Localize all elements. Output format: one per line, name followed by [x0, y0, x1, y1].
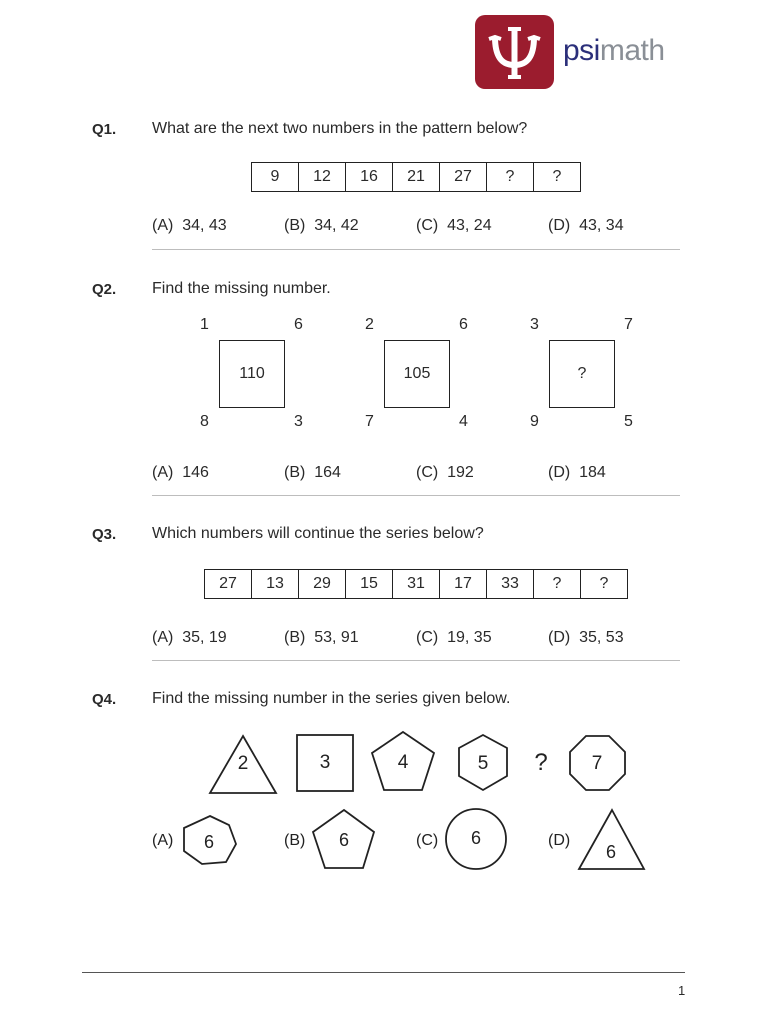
- q1-option-c[interactable]: [416, 217, 492, 235]
- q3-option-c[interactable]: [416, 629, 492, 647]
- sequence-cell: ?: [534, 570, 581, 598]
- q2-option-d[interactable]: [548, 464, 606, 482]
- q4-series-hexagon: [459, 735, 507, 790]
- q2-fig2-bottom-left: 7: [365, 413, 374, 430]
- q3-divider: [152, 660, 680, 661]
- q2-fig1-top-right: 6: [294, 316, 303, 333]
- sequence-cell: 9: [252, 163, 299, 191]
- option-value: 192: [447, 464, 474, 481]
- q2-number: Q2.: [92, 281, 117, 298]
- footer-divider: [82, 972, 685, 973]
- q2-fig1-bottom-right: 3: [294, 413, 303, 430]
- q2-fig2-top-right: 6: [459, 316, 468, 333]
- q2-fig1-box: 110: [219, 340, 285, 408]
- q4-series-square: [297, 735, 353, 791]
- sequence-cell: 21: [393, 163, 440, 191]
- q2-fig1-top-left: 1: [200, 316, 209, 333]
- brand-math: math: [599, 34, 665, 67]
- q3-text: Which numbers will continue the series below?: [152, 525, 484, 542]
- q4-series-pentagon: [372, 732, 434, 790]
- sequence-cell: 33: [487, 570, 534, 598]
- q4-series-missing: ?: [534, 749, 548, 776]
- option-label: (B): [284, 464, 306, 481]
- q1-option-a[interactable]: [152, 217, 227, 235]
- q3-option-a[interactable]: [152, 629, 227, 647]
- sequence-cell: 29: [299, 570, 346, 598]
- option-value: 34, 43: [182, 217, 227, 234]
- q4-text: Find the missing number in the series given below.: [152, 690, 511, 707]
- option-value: 6: [470, 828, 482, 848]
- sequence-cell: 15: [346, 570, 393, 598]
- sequence-cell: 31: [393, 570, 440, 598]
- q1-number: Q1.: [92, 121, 117, 138]
- q4-option-d[interactable]: [548, 810, 644, 869]
- q2-fig3-bottom-right: 5: [624, 413, 633, 430]
- q1-option-b[interactable]: [284, 217, 359, 235]
- option-label: (A): [152, 629, 174, 646]
- q4-series-value: 7: [591, 753, 603, 774]
- q2-option-c[interactable]: [416, 464, 474, 482]
- q2-fig3-bottom-left: 9: [530, 413, 539, 430]
- brand-psi: psi: [563, 34, 600, 67]
- option-value: 43, 34: [579, 217, 624, 234]
- q4-option-a[interactable]: [152, 816, 236, 864]
- option-value: 34, 42: [314, 217, 359, 234]
- q2-fig1-bottom-left: 8: [200, 413, 209, 430]
- option-label: (D): [548, 832, 571, 849]
- q3-sequence: [204, 569, 628, 599]
- q2-option-a[interactable]: [152, 464, 209, 482]
- q4-series-value: 5: [477, 753, 489, 774]
- psi-glyph-icon: [475, 15, 554, 89]
- q1-divider: [152, 249, 680, 250]
- q2-text: Find the missing number.: [152, 280, 331, 297]
- option-label: (D): [548, 464, 571, 481]
- option-value: 184: [579, 464, 606, 481]
- q4-number: Q4.: [92, 691, 117, 708]
- sequence-cell: 12: [299, 163, 346, 191]
- q4-shapes-figure: [0, 720, 768, 880]
- q4-option-c[interactable]: [416, 809, 506, 869]
- q4-series-triangle: [210, 736, 276, 793]
- sequence-cell: ?: [599, 575, 609, 592]
- brand-name: [563, 34, 665, 68]
- q4-series-value: 3: [319, 752, 331, 773]
- q2-fig2-box: 105: [384, 340, 450, 408]
- option-value: 6: [338, 830, 350, 850]
- q1-text: What are the next two numbers in the pattern below?: [152, 120, 528, 137]
- option-label: (C): [416, 217, 439, 234]
- q1-sequence: [251, 162, 581, 192]
- q4-series-value: 2: [237, 753, 249, 774]
- q4-series-value: 4: [397, 752, 409, 773]
- option-label: (D): [548, 217, 571, 234]
- q2-divider: [152, 495, 680, 496]
- q4-series-octagon: [570, 736, 625, 790]
- q2-option-b[interactable]: [284, 464, 341, 482]
- option-label: (A): [152, 464, 174, 481]
- option-label: (A): [152, 832, 174, 849]
- option-label: (B): [284, 629, 306, 646]
- q2-fig2-top-left: 2: [365, 316, 374, 333]
- sequence-cell: 16: [346, 163, 393, 191]
- q2-fig3-top-right: 7: [624, 316, 633, 333]
- option-value: 43, 24: [447, 217, 492, 234]
- q3-number: Q3.: [92, 526, 117, 543]
- sequence-cell: 27: [440, 163, 487, 191]
- option-value: 6: [203, 832, 215, 852]
- sequence-cell: 17: [440, 570, 487, 598]
- option-value: 35, 53: [579, 629, 624, 646]
- sequence-cell: 13: [252, 570, 299, 598]
- option-value: 19, 35: [447, 629, 492, 646]
- q3-option-d[interactable]: [548, 629, 624, 647]
- sequence-cell: 27: [205, 570, 252, 598]
- page-number: 1: [678, 983, 686, 998]
- option-label: (B): [284, 217, 306, 234]
- sequence-cell: ?: [487, 163, 534, 191]
- q1-option-d[interactable]: [548, 217, 624, 235]
- sequence-cell: ?: [552, 168, 562, 185]
- option-label: (A): [152, 217, 174, 234]
- q2-fig3-box: ?: [549, 340, 615, 408]
- q2-fig2-bottom-right: 4: [459, 413, 468, 430]
- option-label: (C): [416, 464, 439, 481]
- option-label: (B): [284, 832, 306, 849]
- option-label: (C): [416, 832, 439, 849]
- option-value: 6: [605, 842, 617, 862]
- q4-option-b[interactable]: [284, 810, 374, 868]
- psi-logo: [475, 15, 554, 89]
- option-value: 53, 91: [314, 629, 359, 646]
- option-value: 146: [182, 464, 209, 481]
- option-value: 35, 19: [182, 629, 227, 646]
- option-label: (C): [416, 629, 439, 646]
- q2-fig3-top-left: 3: [530, 316, 539, 333]
- q3-option-b[interactable]: [284, 629, 359, 647]
- option-label: (D): [548, 629, 571, 646]
- option-value: 164: [314, 464, 341, 481]
